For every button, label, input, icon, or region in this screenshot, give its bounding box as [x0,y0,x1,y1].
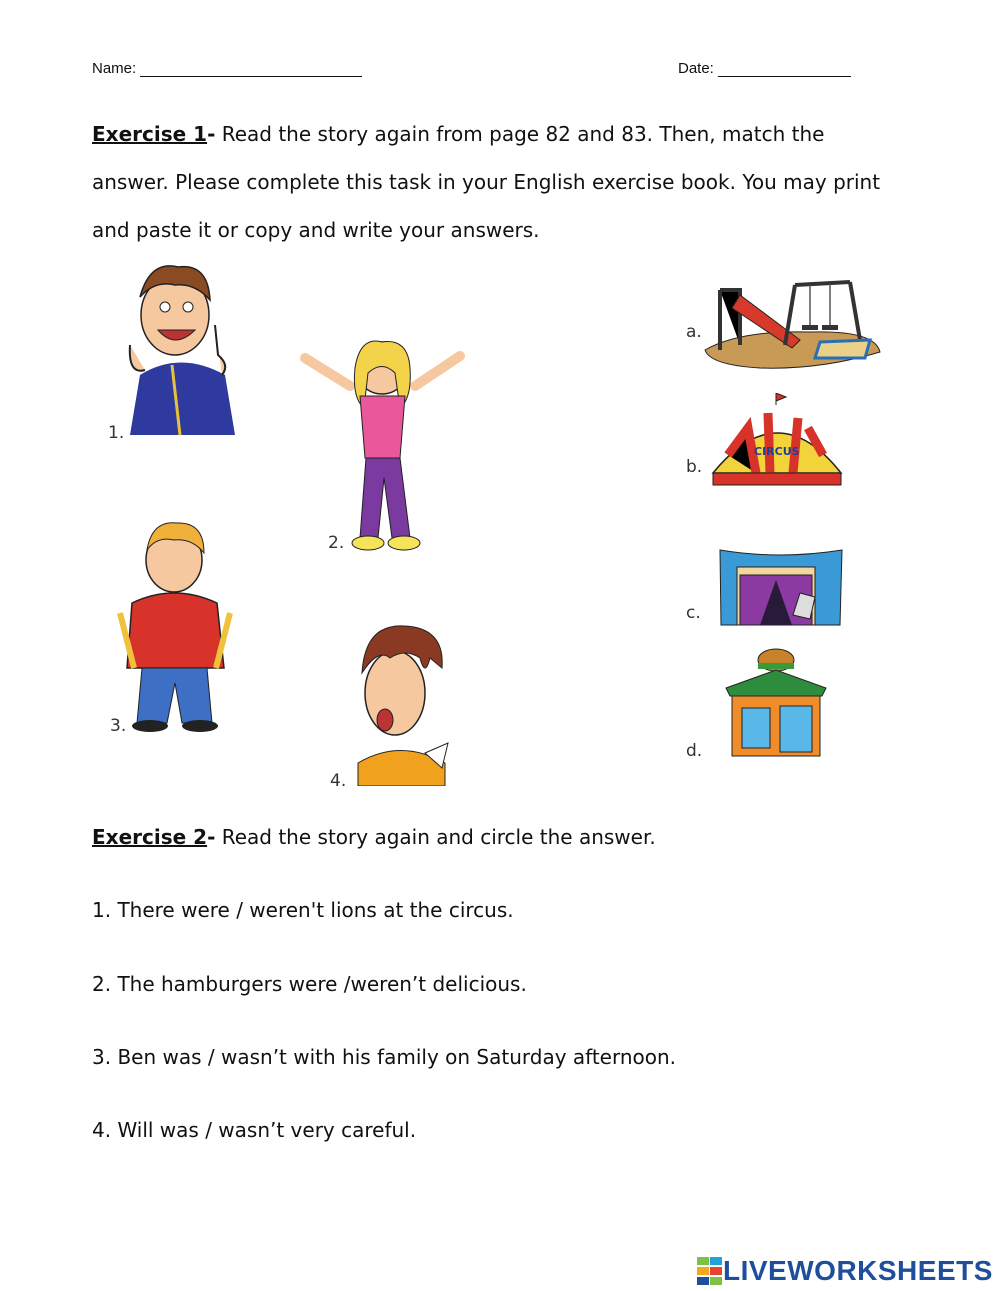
person-3-label: 3. [110,716,127,736]
exercise-2-dash: - [207,825,216,849]
place-d-label: d. [686,741,703,761]
place-a-playground-illustration [700,270,885,375]
person-1-boy-hoodie-illustration [110,255,250,440]
name-label: Name: [92,60,137,77]
person-3-boy-red-jacket-illustration [112,518,237,733]
exercise-2-text: Read the story again and circle the answer. [215,825,656,849]
place-c-theatre-illustration [715,545,847,630]
place-d-burger-shop-illustration [722,648,830,760]
exercise-1-dash: - [207,122,216,146]
place-c-label: c. [686,603,701,623]
place-b-circus-illustration [708,393,846,490]
exercise-2-instructions [92,813,892,861]
name-field [92,60,362,77]
date-line [718,62,851,77]
question-4[interactable]: 4. Will was / wasn’t very careful. [92,1118,417,1142]
date-label: Date: [678,60,714,77]
exercise-1-instructions [92,110,892,254]
person-1-label: 1. [108,423,125,443]
circus-sign-text: CIRCUS [754,445,800,458]
person-4-boy-surprised-illustration [350,618,450,786]
question-3[interactable]: 3. Ben was / wasn’t with his family on Saturday afternoon. [92,1045,677,1069]
exercise-1-title: Exercise 1 [92,122,208,146]
person-2-label: 2. [328,533,345,553]
logo-icon [697,1257,723,1285]
question-1[interactable]: 1. There were / weren't lions at the circus. [92,898,514,922]
question-2[interactable]: 2. The hamburgers were /weren’t delicious. [92,972,527,996]
date-field [678,60,851,77]
logo-text: LIVEWORKSHEETS [723,1255,993,1286]
place-a-label: a. [686,322,702,342]
person-2-girl-illustration [300,338,465,560]
name-line [140,62,362,77]
person-4-label: 4. [330,771,347,791]
exercise-1-text: Read the story again from page 82 and 83. Then, match the answer. Please complete this task in your English exercise book. You may print and paste it or copy and write your answers. [92,122,881,242]
exercise-2-title: Exercise 2 [92,825,208,849]
liveworksheets-logo [697,1255,993,1287]
place-b-label: b. [686,457,703,477]
